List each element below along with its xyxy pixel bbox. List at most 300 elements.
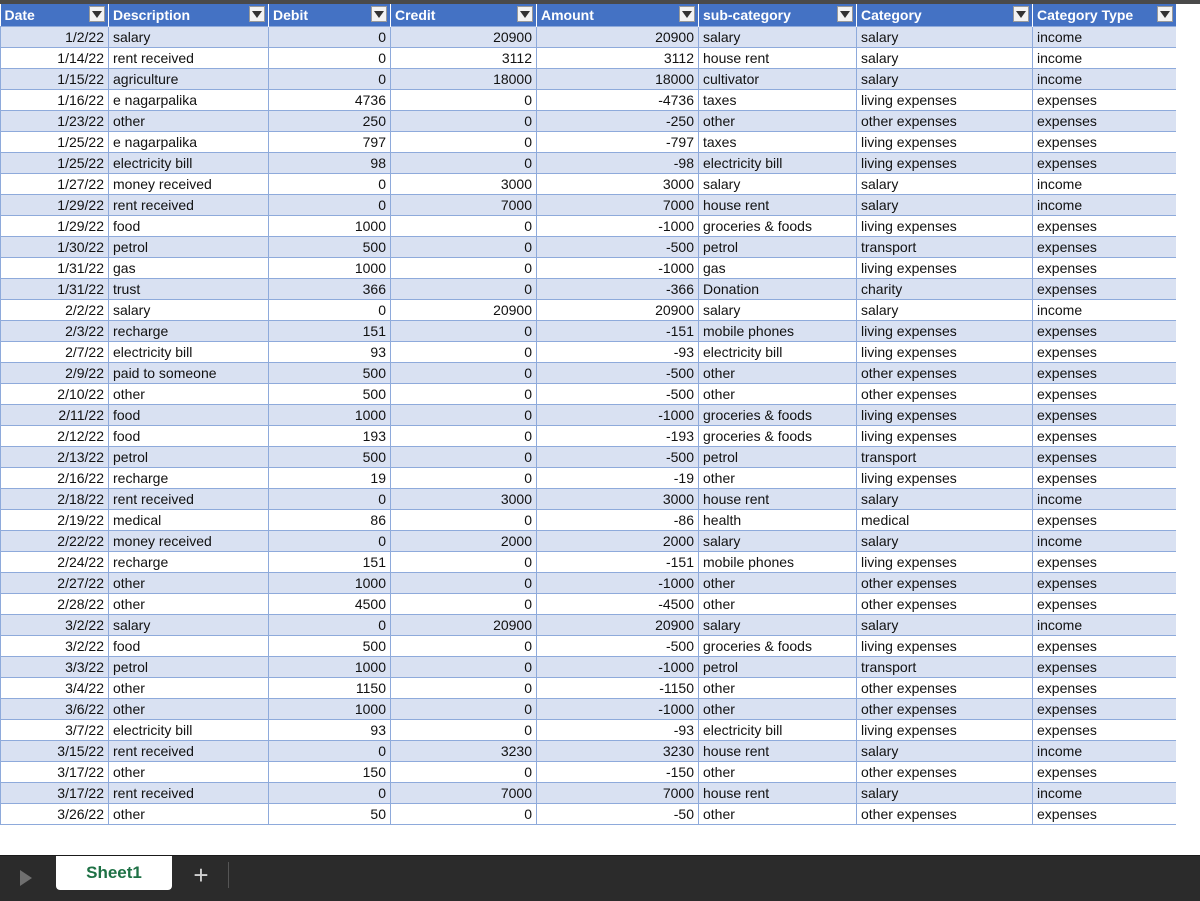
cell-date[interactable]: 3/2/22 — [1, 636, 109, 657]
cell-category[interactable]: charity — [857, 279, 1033, 300]
cell-category-type[interactable]: expenses — [1033, 720, 1177, 741]
cell-debit[interactable]: 1000 — [269, 573, 391, 594]
cell-sub-category[interactable]: electricity bill — [699, 153, 857, 174]
cell-credit[interactable]: 0 — [391, 363, 537, 384]
cell-category[interactable]: salary — [857, 615, 1033, 636]
cell-sub-category[interactable]: other — [699, 573, 857, 594]
cell-date[interactable]: 2/22/22 — [1, 531, 109, 552]
cell-category[interactable]: salary — [857, 174, 1033, 195]
cell-date[interactable]: 2/11/22 — [1, 405, 109, 426]
cell-sub-category[interactable]: other — [699, 468, 857, 489]
cell-credit[interactable]: 3000 — [391, 174, 537, 195]
cell-category[interactable]: salary — [857, 783, 1033, 804]
cell-amount[interactable]: -1000 — [537, 573, 699, 594]
cell-date[interactable]: 1/16/22 — [1, 90, 109, 111]
cell-credit[interactable]: 0 — [391, 279, 537, 300]
cell-amount[interactable]: 3000 — [537, 174, 699, 195]
cell-sub-category[interactable]: gas — [699, 258, 857, 279]
cell-description[interactable]: recharge — [109, 321, 269, 342]
cell-amount[interactable]: -4736 — [537, 90, 699, 111]
cell-amount[interactable]: -500 — [537, 384, 699, 405]
cell-description[interactable]: e nagarpalika — [109, 132, 269, 153]
cell-amount[interactable]: 3112 — [537, 48, 699, 69]
cell-category-type[interactable]: expenses — [1033, 384, 1177, 405]
filter-dropdown-icon[interactable] — [89, 6, 105, 22]
cell-date[interactable]: 1/25/22 — [1, 132, 109, 153]
cell-description[interactable]: electricity bill — [109, 153, 269, 174]
cell-category-type[interactable]: income — [1033, 69, 1177, 90]
cell-description[interactable]: rent received — [109, 48, 269, 69]
cell-credit[interactable]: 0 — [391, 342, 537, 363]
cell-sub-category[interactable]: other — [699, 594, 857, 615]
cell-category[interactable]: living expenses — [857, 468, 1033, 489]
cell-description[interactable]: other — [109, 699, 269, 720]
cell-sub-category[interactable]: mobile phones — [699, 552, 857, 573]
cell-debit[interactable]: 1000 — [269, 258, 391, 279]
cell-description[interactable]: paid to someone — [109, 363, 269, 384]
cell-amount[interactable]: -500 — [537, 447, 699, 468]
cell-category-type[interactable]: expenses — [1033, 552, 1177, 573]
cell-credit[interactable]: 0 — [391, 699, 537, 720]
cell-date[interactable]: 3/2/22 — [1, 615, 109, 636]
cell-date[interactable]: 1/14/22 — [1, 48, 109, 69]
cell-debit[interactable]: 0 — [269, 69, 391, 90]
cell-debit[interactable]: 0 — [269, 531, 391, 552]
cell-category[interactable]: other expenses — [857, 699, 1033, 720]
cell-sub-category[interactable]: taxes — [699, 132, 857, 153]
cell-debit[interactable]: 1000 — [269, 657, 391, 678]
column-header-credit[interactable] — [391, 4, 537, 27]
cell-category[interactable]: salary — [857, 27, 1033, 48]
cell-description[interactable]: recharge — [109, 468, 269, 489]
cell-sub-category[interactable]: other — [699, 762, 857, 783]
cell-category-type[interactable]: expenses — [1033, 321, 1177, 342]
cell-date[interactable]: 3/26/22 — [1, 804, 109, 825]
cell-credit[interactable]: 0 — [391, 132, 537, 153]
cell-credit[interactable]: 0 — [391, 153, 537, 174]
cell-description[interactable]: other — [109, 594, 269, 615]
cell-date[interactable]: 1/23/22 — [1, 111, 109, 132]
cell-sub-category[interactable]: mobile phones — [699, 321, 857, 342]
cell-category-type[interactable]: expenses — [1033, 510, 1177, 531]
cell-description[interactable]: other — [109, 762, 269, 783]
cell-amount[interactable]: -1000 — [537, 216, 699, 237]
cell-amount[interactable]: -93 — [537, 720, 699, 741]
cell-sub-category[interactable]: petrol — [699, 237, 857, 258]
cell-date[interactable]: 2/12/22 — [1, 426, 109, 447]
cell-category[interactable]: transport — [857, 657, 1033, 678]
cell-credit[interactable]: 18000 — [391, 69, 537, 90]
cell-amount[interactable]: -4500 — [537, 594, 699, 615]
cell-credit[interactable]: 0 — [391, 573, 537, 594]
cell-description[interactable]: other — [109, 573, 269, 594]
column-header-description[interactable] — [109, 4, 269, 27]
cell-category-type[interactable]: income — [1033, 741, 1177, 762]
cell-debit[interactable]: 500 — [269, 237, 391, 258]
cell-category[interactable]: salary — [857, 300, 1033, 321]
cell-description[interactable]: rent received — [109, 741, 269, 762]
cell-sub-category[interactable]: electricity bill — [699, 342, 857, 363]
filter-dropdown-icon[interactable] — [371, 6, 387, 22]
cell-credit[interactable]: 0 — [391, 426, 537, 447]
cell-sub-category[interactable]: cultivator — [699, 69, 857, 90]
cell-debit[interactable]: 250 — [269, 111, 391, 132]
sheet-nav-arrow-icon[interactable] — [20, 870, 32, 886]
cell-category-type[interactable]: expenses — [1033, 153, 1177, 174]
cell-amount[interactable]: -50 — [537, 804, 699, 825]
cell-amount[interactable]: -500 — [537, 636, 699, 657]
cell-date[interactable]: 3/17/22 — [1, 783, 109, 804]
cell-category-type[interactable]: income — [1033, 531, 1177, 552]
cell-category-type[interactable]: expenses — [1033, 447, 1177, 468]
cell-sub-category[interactable]: groceries & foods — [699, 426, 857, 447]
cell-description[interactable]: petrol — [109, 657, 269, 678]
cell-date[interactable]: 2/7/22 — [1, 342, 109, 363]
cell-debit[interactable]: 19 — [269, 468, 391, 489]
cell-sub-category[interactable]: house rent — [699, 741, 857, 762]
cell-credit[interactable]: 0 — [391, 762, 537, 783]
tab-sheet1[interactable] — [56, 856, 172, 890]
cell-sub-category[interactable]: Donation — [699, 279, 857, 300]
cell-date[interactable]: 3/6/22 — [1, 699, 109, 720]
cell-sub-category[interactable]: other — [699, 678, 857, 699]
cell-credit[interactable]: 0 — [391, 447, 537, 468]
cell-amount[interactable]: -151 — [537, 321, 699, 342]
cell-category[interactable]: living expenses — [857, 426, 1033, 447]
cell-description[interactable]: salary — [109, 300, 269, 321]
cell-category[interactable]: other expenses — [857, 594, 1033, 615]
cell-category[interactable]: living expenses — [857, 405, 1033, 426]
cell-amount[interactable]: 3230 — [537, 741, 699, 762]
cell-sub-category[interactable]: petrol — [699, 447, 857, 468]
cell-debit[interactable]: 0 — [269, 48, 391, 69]
cell-description[interactable]: money received — [109, 531, 269, 552]
cell-credit[interactable]: 3230 — [391, 741, 537, 762]
cell-credit[interactable]: 0 — [391, 594, 537, 615]
cell-debit[interactable]: 50 — [269, 804, 391, 825]
cell-debit[interactable]: 0 — [269, 195, 391, 216]
cell-category[interactable]: salary — [857, 741, 1033, 762]
cell-date[interactable]: 2/2/22 — [1, 300, 109, 321]
cell-date[interactable]: 1/31/22 — [1, 279, 109, 300]
cell-description[interactable]: petrol — [109, 447, 269, 468]
cell-credit[interactable]: 0 — [391, 804, 537, 825]
cell-amount[interactable]: 3000 — [537, 489, 699, 510]
cell-category-type[interactable]: expenses — [1033, 573, 1177, 594]
cell-category-type[interactable]: expenses — [1033, 258, 1177, 279]
cell-amount[interactable]: -1000 — [537, 405, 699, 426]
cell-category[interactable]: living expenses — [857, 153, 1033, 174]
cell-category[interactable]: salary — [857, 69, 1033, 90]
cell-category[interactable]: salary — [857, 531, 1033, 552]
cell-description[interactable]: electricity bill — [109, 720, 269, 741]
cell-category-type[interactable]: income — [1033, 615, 1177, 636]
cell-category-type[interactable]: expenses — [1033, 279, 1177, 300]
cell-category[interactable]: transport — [857, 447, 1033, 468]
cell-sub-category[interactable]: house rent — [699, 489, 857, 510]
cell-description[interactable]: food — [109, 636, 269, 657]
cell-category[interactable]: living expenses — [857, 216, 1033, 237]
cell-description[interactable]: other — [109, 384, 269, 405]
cell-category-type[interactable]: expenses — [1033, 90, 1177, 111]
cell-category[interactable]: other expenses — [857, 384, 1033, 405]
cell-category[interactable]: other expenses — [857, 111, 1033, 132]
cell-date[interactable]: 1/25/22 — [1, 153, 109, 174]
cell-description[interactable]: salary — [109, 615, 269, 636]
cell-category[interactable]: salary — [857, 489, 1033, 510]
cell-category[interactable]: living expenses — [857, 321, 1033, 342]
cell-category-type[interactable]: expenses — [1033, 132, 1177, 153]
cell-sub-category[interactable]: salary — [699, 300, 857, 321]
cell-category-type[interactable]: expenses — [1033, 804, 1177, 825]
cell-credit[interactable]: 7000 — [391, 195, 537, 216]
cell-date[interactable]: 2/10/22 — [1, 384, 109, 405]
cell-credit[interactable]: 0 — [391, 468, 537, 489]
cell-sub-category[interactable]: petrol — [699, 657, 857, 678]
cell-debit[interactable]: 0 — [269, 27, 391, 48]
cell-date[interactable]: 2/19/22 — [1, 510, 109, 531]
cell-description[interactable]: recharge — [109, 552, 269, 573]
filter-dropdown-icon[interactable] — [1013, 6, 1029, 22]
cell-debit[interactable]: 1150 — [269, 678, 391, 699]
cell-category[interactable]: medical — [857, 510, 1033, 531]
cell-date[interactable]: 2/24/22 — [1, 552, 109, 573]
cell-debit[interactable]: 0 — [269, 783, 391, 804]
cell-date[interactable]: 1/31/22 — [1, 258, 109, 279]
cell-amount[interactable]: -1000 — [537, 699, 699, 720]
cell-sub-category[interactable]: house rent — [699, 48, 857, 69]
cell-sub-category[interactable]: other — [699, 111, 857, 132]
cell-category-type[interactable]: expenses — [1033, 636, 1177, 657]
cell-description[interactable]: salary — [109, 27, 269, 48]
cell-date[interactable]: 2/16/22 — [1, 468, 109, 489]
cell-date[interactable]: 1/2/22 — [1, 27, 109, 48]
cell-amount[interactable]: -193 — [537, 426, 699, 447]
cell-category-type[interactable]: expenses — [1033, 342, 1177, 363]
cell-date[interactable]: 2/9/22 — [1, 363, 109, 384]
cell-description[interactable]: food — [109, 405, 269, 426]
cell-debit[interactable]: 366 — [269, 279, 391, 300]
column-header-category-type[interactable] — [1033, 4, 1177, 27]
cell-credit[interactable]: 0 — [391, 636, 537, 657]
cell-amount[interactable]: 20900 — [537, 27, 699, 48]
cell-category[interactable]: living expenses — [857, 90, 1033, 111]
cell-category[interactable]: other expenses — [857, 804, 1033, 825]
cell-sub-category[interactable]: other — [699, 363, 857, 384]
cell-category[interactable]: salary — [857, 48, 1033, 69]
cell-credit[interactable]: 3000 — [391, 489, 537, 510]
cell-amount[interactable]: -151 — [537, 552, 699, 573]
cell-date[interactable]: 2/13/22 — [1, 447, 109, 468]
cell-category-type[interactable]: expenses — [1033, 405, 1177, 426]
cell-credit[interactable]: 20900 — [391, 615, 537, 636]
cell-date[interactable]: 1/15/22 — [1, 69, 109, 90]
column-header-sub-category[interactable] — [699, 4, 857, 27]
cell-debit[interactable]: 86 — [269, 510, 391, 531]
cell-category[interactable]: salary — [857, 195, 1033, 216]
cell-description[interactable]: trust — [109, 279, 269, 300]
cell-date[interactable]: 1/30/22 — [1, 237, 109, 258]
cell-debit[interactable]: 500 — [269, 447, 391, 468]
cell-date[interactable]: 3/17/22 — [1, 762, 109, 783]
cell-amount[interactable]: -86 — [537, 510, 699, 531]
cell-category-type[interactable]: income — [1033, 300, 1177, 321]
cell-credit[interactable]: 0 — [391, 321, 537, 342]
cell-description[interactable]: rent received — [109, 195, 269, 216]
cell-category-type[interactable]: income — [1033, 195, 1177, 216]
cell-credit[interactable]: 0 — [391, 258, 537, 279]
cell-amount[interactable]: -98 — [537, 153, 699, 174]
cell-amount[interactable]: 20900 — [537, 300, 699, 321]
cell-date[interactable]: 1/29/22 — [1, 216, 109, 237]
cell-category-type[interactable]: expenses — [1033, 237, 1177, 258]
cell-credit[interactable]: 20900 — [391, 300, 537, 321]
cell-credit[interactable]: 0 — [391, 657, 537, 678]
cell-sub-category[interactable]: salary — [699, 174, 857, 195]
cell-sub-category[interactable]: house rent — [699, 783, 857, 804]
cell-date[interactable]: 3/15/22 — [1, 741, 109, 762]
cell-debit[interactable]: 0 — [269, 174, 391, 195]
cell-description[interactable]: other — [109, 804, 269, 825]
cell-category-type[interactable]: income — [1033, 174, 1177, 195]
cell-description[interactable]: gas — [109, 258, 269, 279]
cell-credit[interactable]: 0 — [391, 111, 537, 132]
cell-credit[interactable]: 0 — [391, 510, 537, 531]
cell-sub-category[interactable]: groceries & foods — [699, 405, 857, 426]
cell-sub-category[interactable]: groceries & foods — [699, 216, 857, 237]
cell-sub-category[interactable]: salary — [699, 531, 857, 552]
cell-debit[interactable]: 93 — [269, 342, 391, 363]
cell-debit[interactable]: 500 — [269, 363, 391, 384]
cell-date[interactable]: 3/7/22 — [1, 720, 109, 741]
cell-category-type[interactable]: expenses — [1033, 111, 1177, 132]
filter-dropdown-icon[interactable] — [679, 6, 695, 22]
cell-debit[interactable]: 0 — [269, 615, 391, 636]
cell-category[interactable]: living expenses — [857, 552, 1033, 573]
cell-category-type[interactable]: income — [1033, 783, 1177, 804]
cell-amount[interactable]: -19 — [537, 468, 699, 489]
cell-amount[interactable]: -1150 — [537, 678, 699, 699]
cell-description[interactable]: rent received — [109, 489, 269, 510]
cell-category[interactable]: living expenses — [857, 342, 1033, 363]
cell-sub-category[interactable]: taxes — [699, 90, 857, 111]
cell-category[interactable]: other expenses — [857, 678, 1033, 699]
cell-amount[interactable]: -250 — [537, 111, 699, 132]
cell-credit[interactable]: 0 — [391, 384, 537, 405]
cell-credit[interactable]: 7000 — [391, 783, 537, 804]
cell-category-type[interactable]: expenses — [1033, 216, 1177, 237]
cell-category-type[interactable]: income — [1033, 48, 1177, 69]
cell-debit[interactable]: 0 — [269, 300, 391, 321]
cell-amount[interactable]: 7000 — [537, 783, 699, 804]
cell-amount[interactable]: -500 — [537, 237, 699, 258]
cell-sub-category[interactable]: health — [699, 510, 857, 531]
cell-debit[interactable]: 500 — [269, 636, 391, 657]
cell-amount[interactable]: -1000 — [537, 657, 699, 678]
cell-sub-category[interactable]: other — [699, 804, 857, 825]
cell-description[interactable]: other — [109, 678, 269, 699]
cell-description[interactable]: e nagarpalika — [109, 90, 269, 111]
cell-amount[interactable]: 2000 — [537, 531, 699, 552]
cell-sub-category[interactable]: other — [699, 384, 857, 405]
cell-credit[interactable]: 3112 — [391, 48, 537, 69]
filter-dropdown-icon[interactable] — [249, 6, 265, 22]
cell-debit[interactable]: 1000 — [269, 405, 391, 426]
cell-date[interactable]: 2/18/22 — [1, 489, 109, 510]
cell-credit[interactable]: 20900 — [391, 27, 537, 48]
cell-sub-category[interactable]: salary — [699, 27, 857, 48]
cell-date[interactable]: 1/29/22 — [1, 195, 109, 216]
column-header-amount[interactable] — [537, 4, 699, 27]
cell-description[interactable]: food — [109, 216, 269, 237]
cell-category[interactable]: living expenses — [857, 132, 1033, 153]
cell-description[interactable]: agriculture — [109, 69, 269, 90]
cell-category[interactable]: transport — [857, 237, 1033, 258]
cell-amount[interactable]: -797 — [537, 132, 699, 153]
cell-credit[interactable]: 0 — [391, 720, 537, 741]
cell-date[interactable]: 1/27/22 — [1, 174, 109, 195]
cell-amount[interactable]: 18000 — [537, 69, 699, 90]
cell-amount[interactable]: -366 — [537, 279, 699, 300]
cell-category-type[interactable]: expenses — [1033, 762, 1177, 783]
cell-sub-category[interactable]: groceries & foods — [699, 636, 857, 657]
cell-debit[interactable]: 4500 — [269, 594, 391, 615]
cell-category[interactable]: other expenses — [857, 762, 1033, 783]
cell-sub-category[interactable]: salary — [699, 615, 857, 636]
cell-category-type[interactable]: expenses — [1033, 426, 1177, 447]
cell-debit[interactable]: 151 — [269, 552, 391, 573]
cell-description[interactable]: electricity bill — [109, 342, 269, 363]
cell-description[interactable]: rent received — [109, 783, 269, 804]
cell-category-type[interactable]: expenses — [1033, 363, 1177, 384]
cell-description[interactable]: other — [109, 111, 269, 132]
cell-credit[interactable]: 0 — [391, 552, 537, 573]
cell-category-type[interactable]: expenses — [1033, 468, 1177, 489]
cell-amount[interactable]: -93 — [537, 342, 699, 363]
cell-category[interactable]: other expenses — [857, 363, 1033, 384]
cell-debit[interactable]: 193 — [269, 426, 391, 447]
cell-description[interactable]: petrol — [109, 237, 269, 258]
cell-date[interactable]: 2/27/22 — [1, 573, 109, 594]
cell-date[interactable]: 2/3/22 — [1, 321, 109, 342]
cell-sub-category[interactable]: electricity bill — [699, 720, 857, 741]
cell-debit[interactable]: 1000 — [269, 216, 391, 237]
cell-debit[interactable]: 98 — [269, 153, 391, 174]
cell-description[interactable]: medical — [109, 510, 269, 531]
cell-debit[interactable]: 500 — [269, 384, 391, 405]
cell-debit[interactable]: 0 — [269, 741, 391, 762]
cell-category-type[interactable]: expenses — [1033, 594, 1177, 615]
cell-debit[interactable]: 93 — [269, 720, 391, 741]
cell-category-type[interactable]: expenses — [1033, 678, 1177, 699]
filter-dropdown-icon[interactable] — [837, 6, 853, 22]
cell-debit[interactable]: 797 — [269, 132, 391, 153]
cell-credit[interactable]: 0 — [391, 678, 537, 699]
cell-description[interactable]: food — [109, 426, 269, 447]
cell-credit[interactable]: 0 — [391, 237, 537, 258]
cell-date[interactable]: 2/28/22 — [1, 594, 109, 615]
cell-amount[interactable]: 7000 — [537, 195, 699, 216]
cell-credit[interactable]: 0 — [391, 405, 537, 426]
column-header-date[interactable] — [1, 4, 109, 27]
cell-category[interactable]: living expenses — [857, 258, 1033, 279]
cell-description[interactable]: money received — [109, 174, 269, 195]
cell-category-type[interactable]: expenses — [1033, 699, 1177, 720]
cell-date[interactable]: 3/4/22 — [1, 678, 109, 699]
cell-amount[interactable]: -1000 — [537, 258, 699, 279]
cell-category[interactable]: other expenses — [857, 573, 1033, 594]
column-header-debit[interactable] — [269, 4, 391, 27]
